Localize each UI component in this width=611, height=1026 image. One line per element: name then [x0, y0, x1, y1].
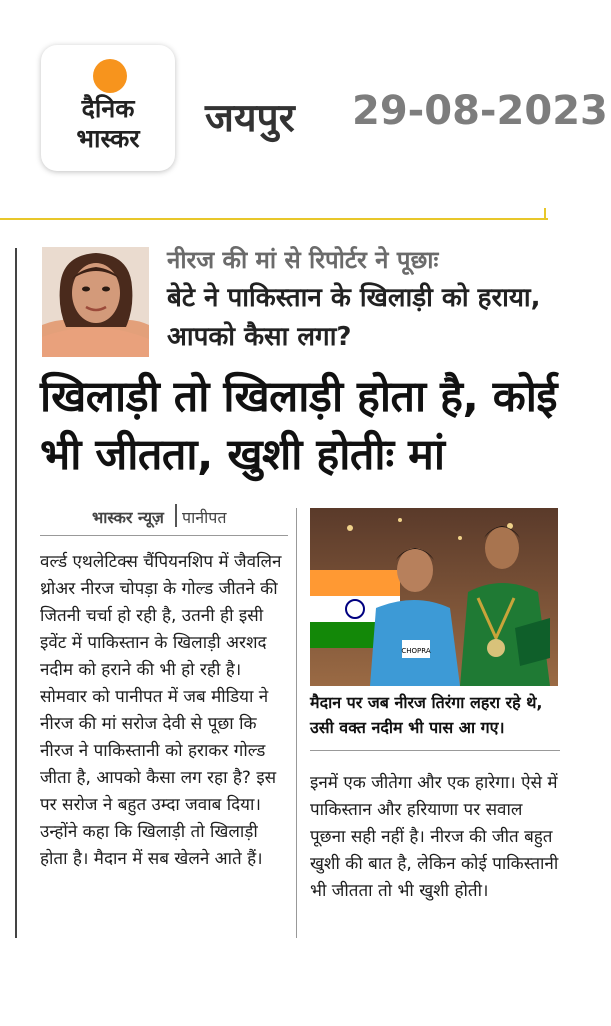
- byline-place: पानीपत: [182, 508, 227, 527]
- athletes-photo: [310, 508, 558, 686]
- mother-portrait-photo: [42, 247, 149, 357]
- edition-city: जयपुर: [205, 96, 295, 141]
- column-divider: [296, 508, 297, 938]
- logo-sun-icon: [93, 59, 127, 93]
- article-body-right-column: इनमें एक जीतेगा और एक हारेगा। ऐसे में पाकिस्तान और हरियाणा पर सवाल पूछना सही नहीं है। नीरज की जीत बहुत खुशी की बात है, लेकिन कोई पाकिस्तानी भी जीतता तो भी खुशी होती।: [310, 773, 559, 901]
- top-divider: [0, 218, 548, 220]
- article-subheadline: बेटे ने पाकिस्तान के खिलाड़ी को हराया, आपको कैसा लगा?: [167, 283, 541, 352]
- article-body-left-column: वर्ल्ड एथलेटिक्स चैंपियनशिप में जैवलिन थ्रोअर नीरज चोपड़ा के गोल्ड जीतने की जितनी चर्चा हो रही है, उतनी ही इसी इवेंट में पाकिस्तान के खिलाड़ी अरशद नदीम को हराने की भी हो रही है। सोमवार को पानीपत में जब मीडिया ने नीरज की मां सरोज देवी से पूछा कि नीरज ने पाकिस्तानी को हराकर गोल्ड जीता है, आपको कैसा लग रहा है? इस पर सरोज ने बहुत उम्दा जवाब दिया। उन्होंने कहा कि खिलाड़ी तो खिलाड़ी होता है। मैदान में सब खेलने आते हैं।: [40, 552, 282, 869]
- logo-text-line1: दैनिक: [81, 94, 135, 123]
- logo-text-line2: भास्कर: [76, 124, 140, 153]
- article-headline: खिलाड़ी तो खिलाड़ी होता है, कोई भी जीतता, खुशी होतीः मां: [40, 372, 558, 480]
- caption-divider: [310, 750, 560, 751]
- top-divider-tick: [544, 208, 546, 220]
- photo-caption: मैदान पर जब नीरज तिरंगा लहरा रहे थे, उसी वक्त नदीम भी पास आ गए।: [310, 693, 543, 737]
- article-kicker: नीरज की मां से रिपोर्टर ने पूछाः: [167, 246, 439, 274]
- edition-date: 29-08-2023: [352, 88, 608, 134]
- left-column-rule: [15, 248, 17, 938]
- byline-separator: [175, 504, 177, 527]
- bib-text: CHOPRA: [401, 647, 431, 655]
- dainik-bhaskar-logo: [41, 45, 175, 171]
- byline-source: भास्कर न्यूज़: [92, 508, 164, 527]
- byline-divider: [40, 535, 288, 536]
